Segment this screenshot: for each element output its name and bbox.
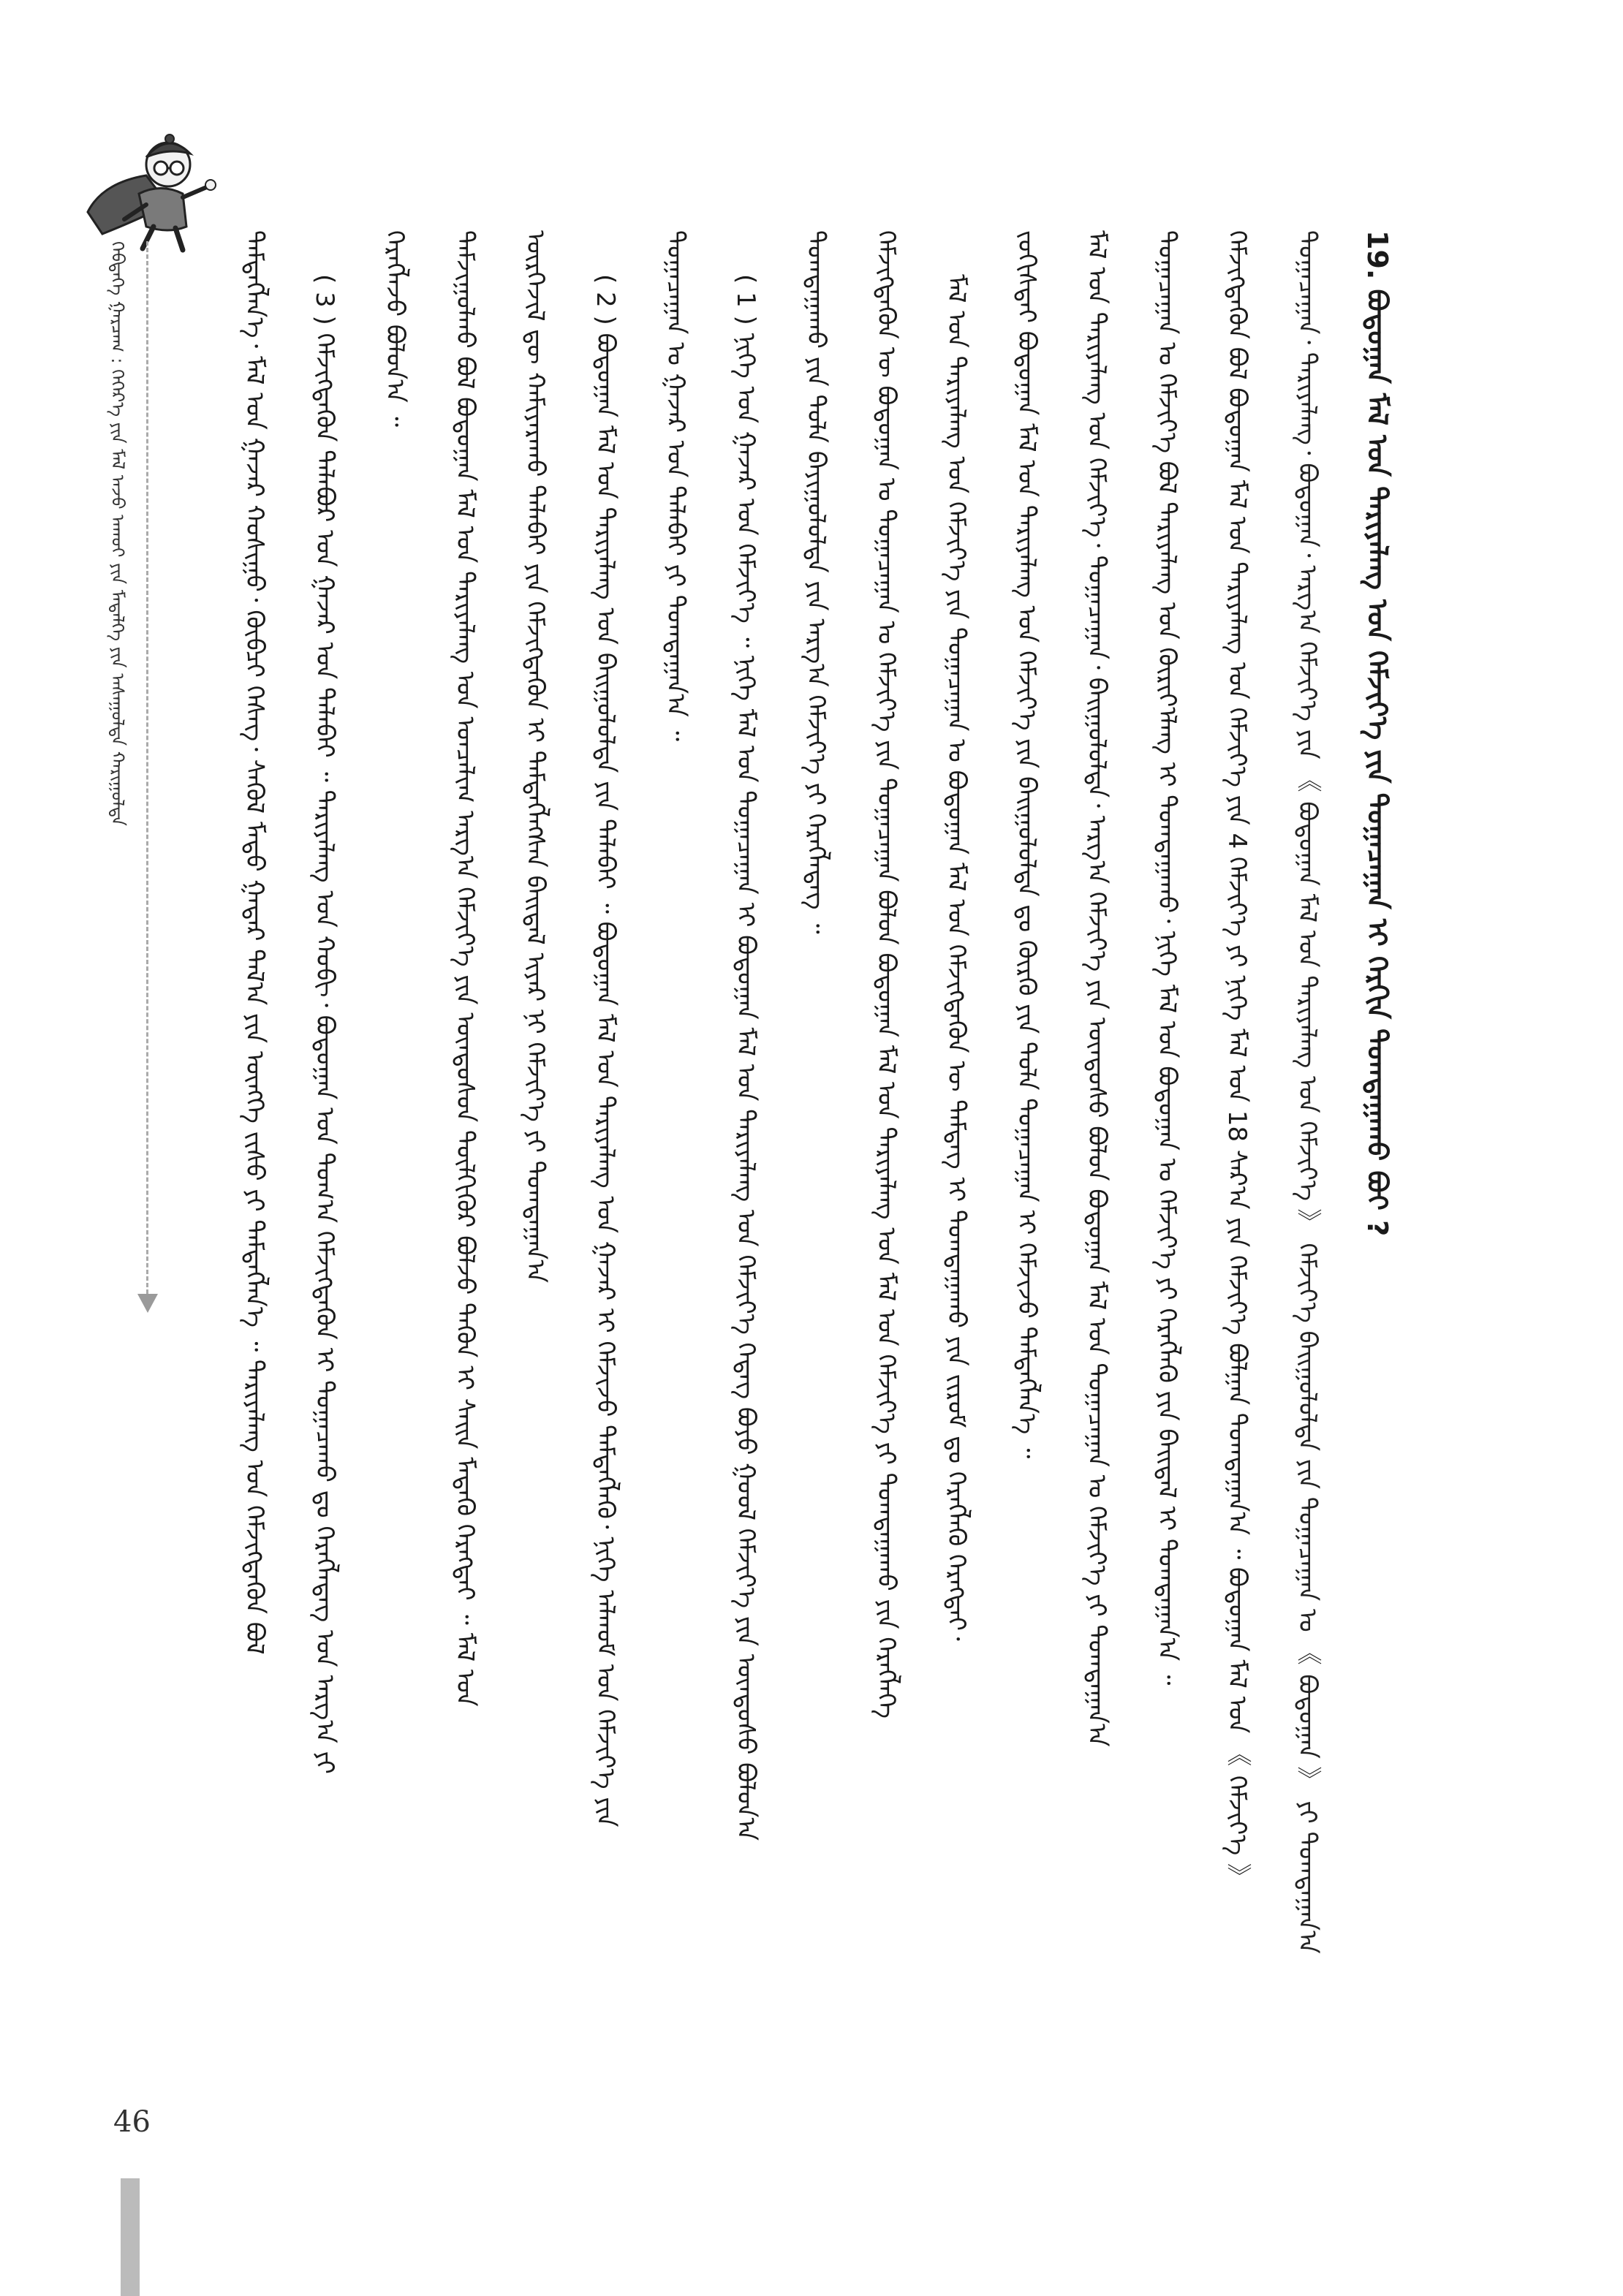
text-line: ᠳᠠᠮᠵᠢᠭᠤᠯᠬᠤ ᠪᠣᠯ ᠪᠣᠳᠤᠭᠠᠨ ᠮᠠᠯ ᠤᠨ ᠲᠠᠷᠢᠶᠠᠯᠠᠩ ᠤᠨ ᠣᠨᠴᠠᠯᠢᠭ ᠠᠷᠭ᠎ᠠ ᠬᠡᠮᠵᠢᠶ᠎ᠡ ᠶᠢᠨ ᠦᠨᠳᠦᠰᠦᠨ ᠲᠦᠯᠬᠢᠭᠦᠷ ᠪᠣᠯᠵᠤ ᠲᠡᠭᠦᠨ ᠢ ᠰᠠᠢᠨ ᠮᠡᠳᠡᠬᠦ ᠬᠡᠷᠡᠭᠲᠡᠢ ᠃ ᠮᠠᠯ ᠤᠨ bbox=[450, 230, 480, 1707]
text-line: ᠦᠷᠭᠡᠵᠢᠯ ᠳᠦ ᠬᠠᠮᠢᠶᠠᠷᠠᠬᠤ ᠲᠠᠯᠠᠪᠠᠢ ᠶᠢᠨ ᠬᠡᠮᠵᠢᠭᠳᠡᠬᠦᠨ ᠢ ᠲᠡᠮᠳᠡᠭᠯᠡᠭᠰᠡᠨ ᠪᠠᠢᠳᠠᠯ ᠢᠶᠠᠷ ᠨᠢ ᠬᠡᠮᠵᠢᠶ᠎ᠡ ᠶᠢ ᠲᠣᠭᠲᠠᠭᠠᠨ᠎ᠠ bbox=[521, 230, 550, 1283]
text-line: ᠲᠡᠮᠳᠡᠭᠯᠡᠨ᠎ᠡ᠂ ᠮᠠᠯ ᠤᠨ ᠭᠠᠵᠠᠷ ᠬᠤᠰᠢᠭᠤ᠂ ᠬᠦᠪᠴᠢ ᠬᠡᠰᠡᠭ᠂ ᠰᠡᠭᠦᠯ ᠮᠡᠲᠦ ᠭᠠᠳᠠᠷ ᠲᠠᠯ᠎ᠠ ᠶᠢᠨ ᠦᠩᠭᠡ ᠵᠢᠰᠦ ᠶᠢ ᠲᠡᠮᠳᠡᠭᠯᠡᠨ᠎ᠡ ᠃ ᠲᠠᠷᠢᠶᠠᠯᠠᠩ ᠤᠨ ᠬᠡᠮᠵᠢᠭᠳᠡᠬᠦᠨ ᠪᠣᠯ bbox=[240, 230, 269, 1655]
text-line: ( 1 ) ᠨᠢᠭᠡ ᠤᠨ ᠭᠠᠵᠠᠷ ᠤᠨ ᠬᠡᠮᠵᠢᠶ᠎ᠡ ᠃ ᠨᠢᠭᠡ ᠮᠠᠯ ᠤᠨ ᠲᠣᠭᠠᠴᠠᠭᠠᠨ ᠢ ᠪᠣᠳᠤᠭᠠᠨ ᠮᠠᠯ ᠤᠨ ᠲᠠᠷᠢᠶᠠᠯᠠᠩ ᠤᠨ ᠬᠡᠮᠵᠢᠶ᠎ᠡ ᠭᠡᠳᠡᠭ ᠪᠤᠶᠤ ᠭᠣᠣᠯ ᠬᠡᠮᠵᠢᠶ᠎ᠡ ᠶᠢᠨ ᠦᠨᠳᠦᠰᠦ ᠪᠣᠯᠤᠨ᠎ᠠ bbox=[731, 274, 760, 1841]
page-number: 46 bbox=[113, 2105, 151, 2139]
text-line: ᠲᠣᠭᠲᠠᠭᠠᠬᠤ ᠶᠢᠨ ᠲᠤᠯᠠ ᠪᠠᠶᠢᠭᠤᠯᠤᠯᠲᠠ ᠶᠢᠨ ᠠᠷᠭ᠎ᠠ ᠬᠡᠮᠵᠢᠶ᠎ᠡ ᠶᠢ ᠬᠡᠷᠡᠭᠯᠡᠳᠡᠭ ᠃ bbox=[801, 230, 831, 934]
text-line: ᠵᠣᠬᠢᠰᠲᠠᠢ ᠪᠣᠳᠤᠭᠠᠨ ᠮᠠᠯ ᠤᠨ ᠲᠠᠷᠢᠶᠠᠯᠠᠩ ᠤᠨ ᠬᠡᠮᠵᠢᠶ᠎ᠡ ᠶᠢᠨ ᠪᠠᠢᠭᠤᠯᠤᠯᠲᠠ ᠳᠤ ᠬᠦᠷᠬᠦ ᠶᠢᠨ ᠲᠤᠯᠠ ᠲᠣᠭᠠᠴᠠᠭᠠᠨ ᠢ ᠬᠡᠮᠵᠢᠵᠦ ᠲᠡᠮᠳᠡᠭᠯᠡᠨ᠎ᠡ ᠃ bbox=[1012, 230, 1041, 1459]
text-line: ᠮᠠᠯ ᠤᠨ ᠲᠠᠷᠢᠶᠠᠯᠠᠩ ᠤᠨ ᠬᠡᠮᠵᠢᠶ᠎ᠡ᠂ ᠲᠣᠭᠠᠴᠠᠭᠠᠨ᠂ ᠪᠠᠢᠭᠤᠯᠤᠯᠲᠠ᠂ ᠠᠷᠭ᠎ᠠ ᠬᠡᠮᠵᠢᠶ᠎ᠡ ᠶᠢᠨ ᠦᠨᠳᠦᠰᠦ ᠪᠣᠯᠤᠨ ᠪᠣᠳᠤᠭᠠᠨ ᠮᠠᠯ ᠤᠨ ᠲᠣᠭᠠᠴᠠᠭᠠᠨ ᠤ ᠬᠡᠮᠵᠢᠶ᠎ᠡ ᠶᠢ ᠲᠣᠭᠲᠠᠭᠠᠨ᠎ᠠ bbox=[1082, 230, 1111, 1747]
question-heading: 19. ᠪᠣᠳᠤᠭᠠᠨ ᠮᠠᠯ ᠤᠨ ᠲᠠᠷᠢᠶᠠᠯᠠᠩ ᠤᠨ ᠬᠡᠮᠵᠢᠶ᠎ᠡ ᠶᠢᠨ ᠲᠣᠭᠠᠴᠠᠭᠠᠨ ᠢ ᠬᠡᠷᠬᠢᠨ ᠲᠣᠭᠲᠠᠭᠠᠬᠤ ᠪᠤᠢ ? bbox=[1361, 230, 1393, 1237]
triangle-marker-icon bbox=[137, 1294, 158, 1313]
text-line: ᠬᠡᠷᠡᠭᠯᠡᠵᠦ ᠪᠣᠯᠣᠨ᠎ᠠ ᠃ bbox=[380, 230, 409, 428]
text-line: ᠬᠡᠮᠵᠢᠭᠳᠡᠬᠦᠨ ᠦ ᠪᠣᠳᠤᠭᠠᠨ ᠤ ᠲᠣᠭᠠᠴᠠᠭᠠᠨ ᠤ ᠬᠡᠮᠵᠢᠶ᠎ᠡ ᠶᠢᠨ ᠲᠣᠭᠠᠴᠠᠭᠠᠨ ᠪᠣᠯᠤᠨ ᠪᠣᠳᠤᠭᠠᠨ ᠮᠠᠯ ᠤᠨ ᠲᠠᠷᠢᠶᠠᠯᠠᠩ ᠤᠨ ᠮᠠᠯ ᠤᠨ ᠬᠡᠮᠵᠢᠶ᠎ᠡ ᠶᠢ ᠲᠣᠭᠲᠠᠭᠠᠬᠤ ᠶᠢᠨ ᠬᠡᠷᠡᠭᠯᠡᠭᠡ bbox=[871, 230, 901, 1719]
text-line: ᠲᠣᠭᠠᠴᠠᠭᠠᠨ ᠤ ᠭᠠᠵᠠᠷ ᠤᠨ ᠲᠠᠯᠠᠪᠠᠢ ᠶᠢ ᠲᠣᠭᠲᠠᠭᠠᠨ᠎ᠠ ᠃ bbox=[661, 230, 690, 742]
text-line: ( 3 ) ᠬᠡᠮᠵᠢᠭᠳᠡᠬᠦᠨ ᠲᠠᠯᠠᠪᠤᠷ ᠤᠨ ᠭᠠᠵᠠᠷ ᠤᠨ ᠲᠠᠯᠠᠪᠠᠢ ᠃ ᠲᠠᠷᠢᠶᠠᠯᠠᠩ ᠤᠨ ᠬᠤᠪᠢ᠂ ᠪᠣᠳᠤᠭᠠᠨ ᠤᠨ ᠲᠣᠭ᠎ᠠ ᠬᠡᠮᠵᠢᠭᠳᠡᠬᠦᠨ ᠢ ᠲᠣᠭᠠᠴᠠᠬᠤ ᠳᠤ ᠬᠡᠷᠡᠭᠯᠡᠳᠡᠭ ᠤᠨ ᠠᠷᠭ᠎ᠠ ᠶᠢ bbox=[310, 274, 339, 1774]
text-line: ᠲᠣᠭᠠᠴᠠᠭᠠᠨ᠂ ᠲᠠᠷᠢᠶᠠᠯᠠᠩ᠂ ᠪᠣᠳᠤᠭᠠᠨ᠂ ᠠᠷᠭ᠎ᠠ ᠬᠡᠮᠵᠢᠶ᠎ᠡ ᠶᠢᠨ 《 ᠪᠣᠳᠤᠭᠠᠨ ᠮᠠᠯ ᠤᠨ ᠲᠠᠷᠢᠶᠠᠯᠠᠩ ᠤᠨ ᠬᠡᠮᠵᠢᠶ᠎ᠡ 》 ᠬᠡᠮᠵᠢᠶ᠎ᠡ ᠪᠠᠢᠭᠤᠯᠤᠯᠲᠠ ᠶᠢᠨ ᠲᠣᠭᠠᠴᠠᠭᠠᠨ ᠤ 《 ᠪᠣᠳᠤᠭᠠᠨ 》 ᠶᠢ ᠲᠣᠭᠲᠠᠭᠠᠨ᠎ᠠ bbox=[1293, 230, 1322, 1954]
running-header: ᠬᠡᠪᠲᠡᠭᠡ ᠭᠠᠷᠴᠠᠭ : ᠬᠡᠭᠡᠷ᠎ᠡ ᠶᠢᠨ ᠮᠠᠯ ᠠᠵᠤ ᠠᠬᠤᠢ ᠶᠢᠨ ᠮᠡᠳᠡᠯᠭᠡ ᠶᠢᠨ ᠠᠰᠠᠭᠤᠯᠲᠠ ᠬᠠᠷᠢᠭᠤᠯᠲᠠ bbox=[107, 241, 128, 826]
page-edge-bar bbox=[121, 2178, 140, 2296]
text-line: ( 2 ) ᠪᠣᠳᠤᠭᠠᠨ ᠮᠠᠯ ᠤᠨ ᠲᠠᠷᠢᠶᠠᠯᠠᠩ ᠤᠨ ᠪᠠᠢᠭᠤᠯᠤᠯᠲᠠ ᠶᠢᠨ ᠲᠠᠯᠠᠪᠠᠢ ᠃ ᠪᠣᠳᠤᠭᠠᠨ ᠮᠠᠯ ᠤᠨ ᠲᠠᠷᠢᠶᠠᠯᠠᠩ ᠤᠨ ᠭᠠᠵᠠᠷ ᠢ ᠬᠡᠮᠵᠢᠵᠦ ᠲᠡᠮᠳᠡᠭᠯᠡᠬᠦ᠂ ᠨᠢᠭᠡ ᠠᠯᠬᠤᠮ ᠤᠨ ᠬᠡᠮᠵᠢᠶ᠎ᠡ ᠶᠢᠨ bbox=[591, 274, 620, 1827]
mascot-illustration bbox=[58, 124, 227, 263]
text-line: ᠬᠡᠮᠵᠢᠭᠳᠡᠬᠦᠨ ᠪᠣᠯ ᠪᠣᠳᠤᠭᠠᠨ ᠮᠠᠯ ᠤᠨ ᠲᠠᠷᠢᠶᠠᠯᠠᠩ ᠤᠨ ᠬᠡᠮᠵᠢᠶ᠎ᠡ ᠶᠢᠨ 4 ᠬᠡᠮᠵᠢᠶ᠎ᠡ ᠶᠢ ᠨᠢᠭᠡ ᠮᠠᠯ ᠤᠨ 18 ᠰᠠᠷ᠎ᠠ ᠶᠢᠨ ᠬᠡᠮᠵᠢᠶ᠎ᠡ ᠪᠣᠯᠭᠠᠨ ᠲᠣᠭᠲᠠᠭᠠᠨ᠎ᠠ ᠃ ᠪᠣᠳᠤᠭᠠᠨ ᠮᠠᠯ ᠤᠨ 《 ᠬᠡᠮᠵᠢᠶ᠎ᠡ 》 bbox=[1222, 230, 1252, 1890]
header-divider bbox=[146, 241, 148, 1294]
body-text bbox=[219, 230, 1462, 1985]
text-line: ᠮᠠᠯ ᠤᠨ ᠲᠠᠷᠢᠶᠠᠯᠠᠩ ᠤᠨ ᠬᠡᠮᠵᠢᠶ᠎ᠡ ᠶᠢᠨ ᠲᠣᠭᠠᠴᠠᠭᠠᠨ ᠤ ᠪᠣᠳᠤᠭᠠᠨ ᠮᠠᠯ ᠤᠨ ᠬᠡᠮᠵᠢᠭᠳᠡᠬᠦᠨ ᠦ ᠲᠡᠮᠳᠡᠭ ᠢ ᠲᠣᠭᠲᠠᠭᠠᠬᠤ ᠶᠢᠨ ᠵᠢᠷᠤᠮ ᠳᠤ ᠬᠡᠷᠡᠭᠯᠡᠬᠦ ᠬᠡᠷᠡᠭᠲᠡᠢ᠂ bbox=[942, 274, 971, 1641]
text-line: ᠲᠣᠭᠠᠴᠠᠭᠠᠨ ᠤ ᠬᠡᠮᠵᠢᠶ᠎ᠡ ᠪᠣᠯ ᠲᠠᠷᠢᠶᠠᠯᠠᠩ ᠤᠨ ᠬᠦᠷᠢᠶ᠎ᠡᠯᠡᠩ ᠢ ᠲᠣᠭᠲᠠᠭᠠᠬᠤ᠂ ᠨᠢᠭᠡ ᠮᠠᠯ ᠤᠨ ᠪᠣᠳᠤᠭᠠᠨ ᠤ ᠬᠡᠮᠵᠢᠶ᠎ᠡ ᠶᠢ ᠬᠡᠷᠡᠭᠯᠡᠬᠦ ᠶᠢᠨ ᠪᠠᠢᠳᠠᠯ ᠢ ᠲᠣᠭᠲᠠᠭᠠᠨ᠎ᠠ ᠃ bbox=[1152, 230, 1181, 1686]
